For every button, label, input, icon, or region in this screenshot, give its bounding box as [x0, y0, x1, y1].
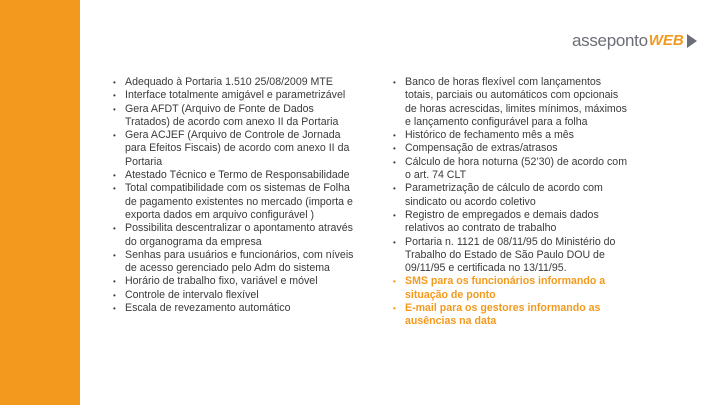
list-item	[113, 289, 358, 302]
list-item-text: Horário de trabalho fixo, variável e móvel	[125, 275, 318, 288]
list-item-text: Interface totalmente amigável e parametrizável	[125, 89, 346, 102]
bullet-icon: •	[393, 131, 396, 141]
bullet-icon: •	[393, 144, 396, 154]
list-item	[113, 169, 358, 182]
list-item	[393, 156, 629, 183]
list-item-text: Escala de revezamento automático	[125, 302, 291, 315]
list-item	[113, 182, 358, 222]
bullet-icon: •	[393, 304, 396, 314]
logo-accent-text: WEB	[648, 32, 684, 49]
bullet-icon: •	[393, 210, 396, 220]
left-feature-list	[113, 76, 358, 315]
list-item	[113, 302, 358, 315]
list-item	[393, 209, 629, 236]
list-item	[393, 182, 629, 209]
list-item-text: Gera ACJEF (Arquivo de Controle de Jornada para Efeitos Fiscais) de acordo com anexo II da Portaria	[125, 129, 350, 168]
asseponto-web-logo	[572, 29, 697, 53]
bullet-icon: •	[393, 237, 396, 247]
right-feature-list	[393, 76, 629, 329]
bullet-icon: •	[113, 250, 116, 260]
bullet-icon: •	[393, 78, 396, 87]
list-item	[393, 236, 629, 276]
list-item	[113, 76, 358, 89]
list-item-text: Histórico de fechamento mês a mês	[405, 129, 574, 142]
list-item-text: Compensação de extras/atrasos	[405, 142, 558, 155]
list-item	[113, 249, 358, 276]
list-item	[113, 275, 358, 288]
list-item	[113, 222, 358, 249]
bullet-icon: •	[393, 184, 396, 194]
list-item	[113, 89, 358, 102]
list-item	[393, 129, 629, 142]
list-item-text: Senhas para usuários e funcionários, com níveis de acesso gerenciado pelo Adm do sistema	[125, 248, 354, 275]
list-item-text: Portaria n. 1121 de 08/11/95 do Ministério do Trabalho do Estado de São Paulo DOU de 09/11/95 e certificada no 13/11/95.	[405, 235, 616, 275]
bullet-icon: •	[113, 104, 116, 114]
list-item-text: Registro de empregados e demais dados relativos ao contrato de trabalho	[405, 208, 599, 235]
list-item	[393, 302, 629, 329]
bullet-icon: •	[393, 277, 396, 287]
list-item	[393, 76, 629, 129]
list-item-text: E-mail para os gestores informando as ausências na data	[405, 302, 601, 328]
orange-side-bar	[0, 0, 80, 405]
list-item	[113, 129, 358, 169]
bullet-icon: •	[113, 131, 116, 141]
logo-text: asseponto	[572, 31, 648, 50]
bullet-icon: •	[113, 91, 116, 101]
bullet-icon: •	[113, 277, 116, 287]
list-item-text: Gera AFDT (Arquivo de Fonte de Dados Tratados) de acordo com anexo II da Portaria	[125, 102, 339, 128]
bullet-icon: •	[113, 224, 116, 234]
bullet-icon: •	[113, 304, 116, 314]
bullet-icon: •	[113, 290, 116, 300]
list-item-text: Banco de horas flexível com lançamentos totais, parciais ou automáticos com opcionais de horas acrescidas, limites mínimos, máximos e lançamento configurável para a folha	[405, 76, 627, 128]
list-item-text: SMS para os funcionários informando a situação de ponto	[405, 275, 606, 301]
list-item-text: Cálculo de hora noturna (52’30) de acordo com o art. 74 CLT	[405, 155, 628, 182]
bullet-icon: •	[113, 78, 116, 87]
bullet-icon: •	[113, 171, 116, 181]
list-item-text: Possibilita descentralizar o apontamento através do organograma da empresa	[125, 222, 353, 248]
list-item	[113, 103, 358, 130]
list-item	[393, 275, 629, 302]
list-item-text: Controle de intervalo flexível	[125, 288, 259, 301]
bullet-icon: •	[393, 157, 396, 167]
list-item-text: Total compatibilidade com os sistemas de Folha de pagamento existentes no mercado (importa e exporta dados em arquivo configurável )	[125, 182, 353, 221]
list-item-text: Adequado à Portaria 1.510 25/08/2009 MTE	[125, 76, 333, 88]
logo-arrow-icon	[687, 34, 697, 48]
bullet-icon: •	[113, 184, 116, 194]
list-item-text: Atestado Técnico e Termo de Responsabilidade	[125, 169, 350, 182]
list-item	[393, 142, 629, 155]
list-item-text: Parametrização de cálculo de acordo com sindicato ou acordo coletivo	[405, 182, 603, 208]
